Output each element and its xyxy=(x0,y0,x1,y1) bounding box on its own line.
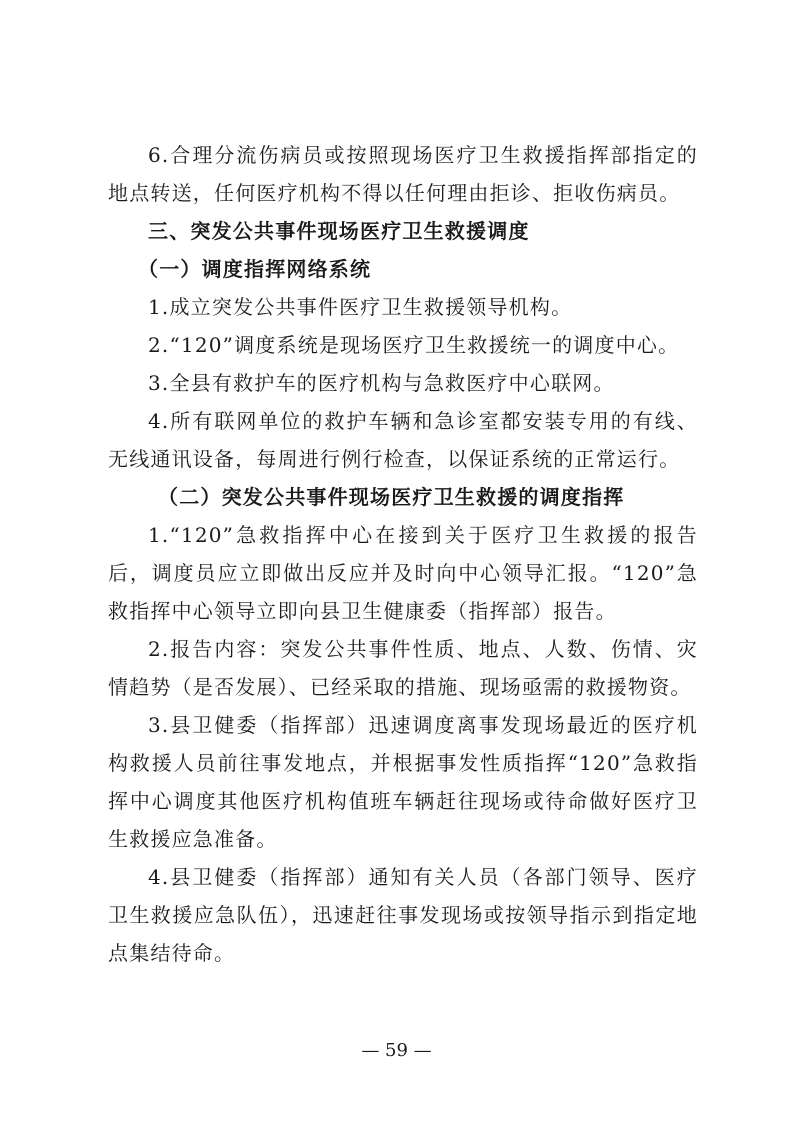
paragraph-dispatch-3: 3.县卫健委（指挥部）迅速调度离事发现场最近的医疗机构救援人员前往事发地点，并根据事发性质指挥“120”急救指挥中心调度其他医疗机构值班车辆赶往现场或待命做好医疗卫生救援应急准备。 xyxy=(108,713,698,851)
subsection-heading-2: （二）突发公共事件现场医疗卫生救援的调度指挥 xyxy=(158,485,625,509)
document-body xyxy=(108,136,698,972)
subsection-heading-1: （一）调度指挥网络系统 xyxy=(138,257,372,281)
paragraph-item-3: 3.全县有救护车的医疗机构与急救医疗中心联网。 xyxy=(148,371,615,395)
paragraph-dispatch-2: 2.报告内容：突发公共事件性质、地点、人数、伤情、灾情趋势（是否发展）、已经采取的措施、现场亟需的救援物资。 xyxy=(108,637,698,699)
paragraph-dispatch-4: 4.县卫健委（指挥部）通知有关人员（各部门领导、医疗卫生救援应急队伍），迅速赶往事发现场或按领导指示到指定地点集结待命。 xyxy=(108,865,698,965)
paragraph-item-6: 6.合理分流伤病员或按照现场医疗卫生救援指挥部指定的地点转送，任何医疗机构不得以任何理由拒诊、拒收伤病员。 xyxy=(108,143,698,205)
section-heading-3: 三、突发公共事件现场医疗卫生救援调度 xyxy=(148,219,530,243)
paragraph-item-4: 4.所有联网单位的救护车辆和急诊室都安装专用的有线、无线通讯设备，每周进行例行检查，以保证系统的正常运行。 xyxy=(108,409,698,471)
paragraph-dispatch-1: 1.“120”急救指挥中心在接到关于医疗卫生救援的报告后，调度员应立即做出反应并及时向中心领导汇报。“120”急救指挥中心领导立即向县卫生健康委（指挥部）报告。 xyxy=(108,523,698,623)
paragraph-item-2: 2.“120”调度系统是现场医疗卫生救援统一的调度中心。 xyxy=(148,333,680,357)
page-number: — 59 — xyxy=(361,1040,432,1061)
paragraph-item-1: 1.成立突发公共事件医疗卫生救援领导机构。 xyxy=(148,295,573,319)
